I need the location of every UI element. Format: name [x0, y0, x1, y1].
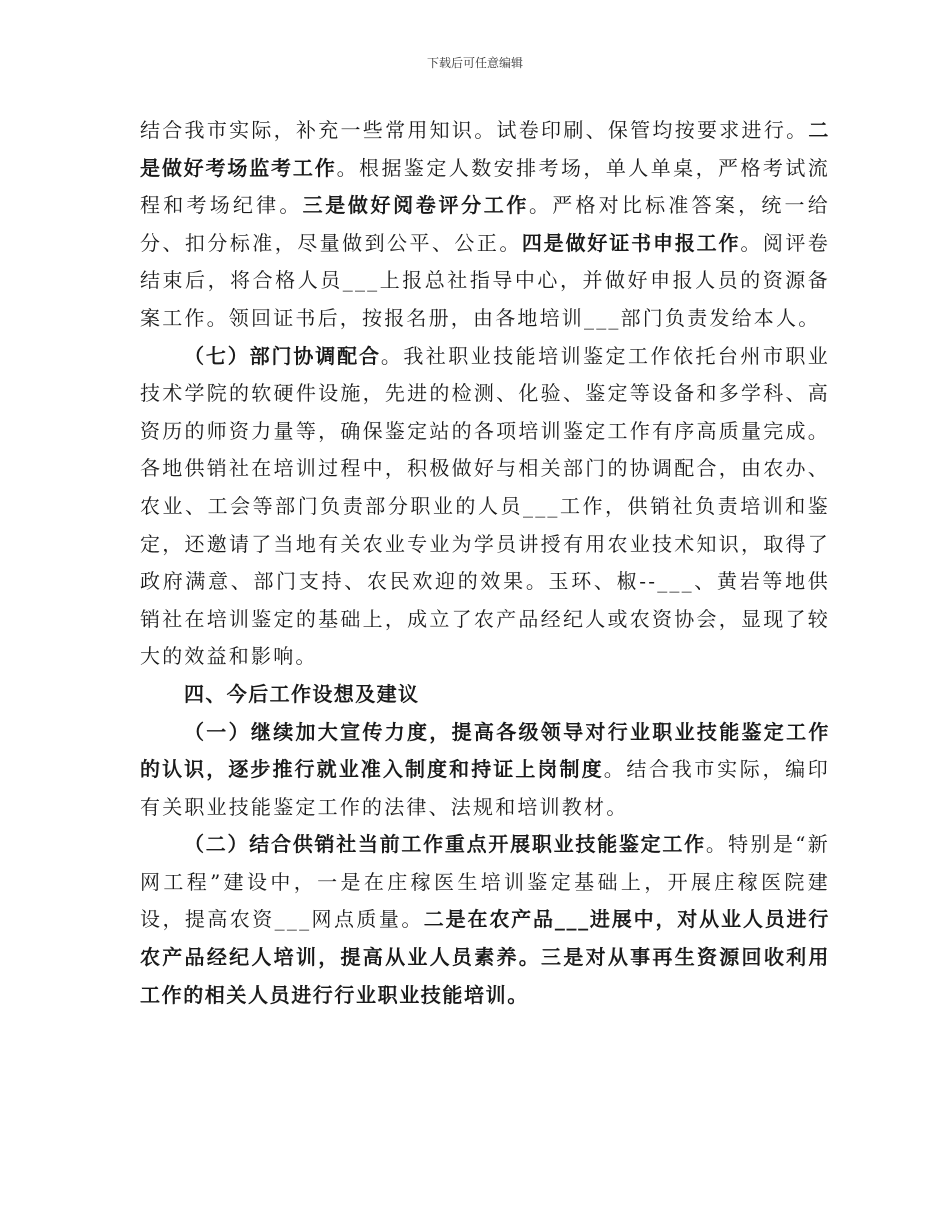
section-heading-text: 四、今后工作设想及建议 — [184, 681, 420, 706]
text-run: 。我社职业技能培训鉴定工作依托台州市职业技术学院的软硬件设施，先进的检测、化验、鉴定等设备和多学科、高资历的师资力量等，确保鉴定站的各项培训鉴定工作有序高质量完成。各地供销社在培训过程中，积极做好与相关部门的协调配合，由农办、农业、工会等部门负责部分职业的人员___工作，供销社负责培训和鉴定，还邀请了当地有关农业专业为学员讲授有用农业技术知识，取得了政府满意、部门支持、农民欢迎的效果。玉环、椒--___、黄岩等地供销社在培训鉴定的基础上，成立了农产品经纪人或农资协会，显现了较大的效益和影响。 — [140, 343, 830, 669]
bold-run: 二是做好考场监考工作 — [140, 118, 830, 180]
bold-run: （二）结合供销社当前工作重点开展职业技能鉴定工作 — [184, 832, 706, 857]
bold-run: （七）部门协调配合 — [184, 343, 381, 368]
text-run: 结合我市实际，补充一些常用知识。试卷印刷、保管均按要求进行。 — [140, 118, 809, 142]
paragraph-department-coordination — [140, 338, 830, 676]
text-run: 。结合我市实际，编印有关职业技能鉴定工作的法律、法规和培训教材。 — [140, 757, 831, 819]
bold-run: 二是在农产品___进展中，对从业人员进行农产品经纪人培训，提高从业人员素养。三是对从事再生资源回收利用工作的相关人员进行行业职业技能培训。 — [140, 907, 830, 1007]
paragraph-exam-process — [140, 112, 830, 338]
text-run: 。根据鉴定人数安排考场，单人单桌，严格考试流程和考场纪律。 — [140, 155, 830, 218]
paragraph-publicity — [140, 714, 830, 827]
paragraph-key-work — [140, 826, 830, 1014]
bold-run: 四是做好证书申报工作 — [521, 230, 741, 255]
section-heading — [140, 676, 830, 714]
page-header: 下载后可任意编辑 — [426, 56, 523, 70]
text-run: 。阅评卷结束后，将合格人员___上报总社指导中心，并做好申报人员的资源备案工作。领回证书后，按报名册，由各地培训___部门负责发给本人。 — [140, 230, 830, 330]
text-run: 。特别是“新网工程”建设中，一是在庄稼医生培训鉴定基础上，开展庄稼医院建设，提高农资___网点质量。 — [140, 832, 830, 932]
document-body — [140, 112, 830, 1014]
bold-run: 三是做好阅卷评分工作 — [302, 193, 529, 218]
text-run: 。严格对比标准答案，统一给分、扣分标准，尽量做到公平、公正。 — [140, 193, 830, 255]
bold-run: （一）继续加大宣传力度，提高各级领导对行业职业技能鉴定工作的认识，逐步推行就业准入制度和持证上岗制度 — [140, 719, 830, 782]
